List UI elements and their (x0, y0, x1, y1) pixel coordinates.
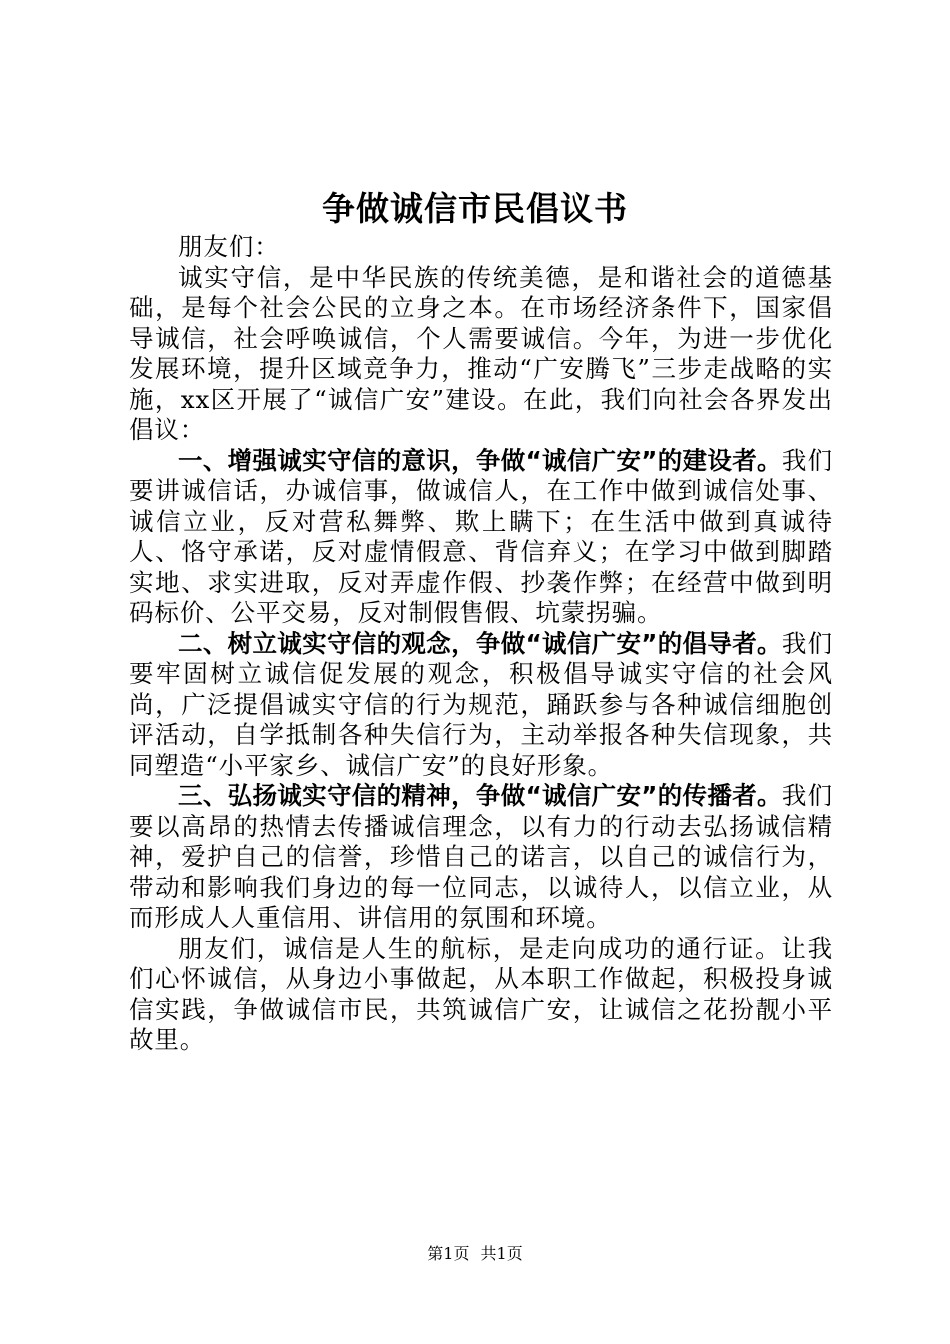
section-3-text: 我们要以高昂的热情去传播诚信理念，以有力的行动去弘扬诚信精神，爱护自己的信誉，珍惜自己的诺言，以自己的诚信行为，带动和影响我们身边的每一位同志，以诚待人，以信立业，从而形成人人重信用、讲信用的氛围和环境。 (129, 781, 833, 932)
section-3 (129, 781, 833, 934)
page-footer (0, 1244, 950, 1264)
section-2-text: 我们要牢固树立诚信促发展的观念，积极倡导诚实守信的社会风尚，广泛提倡诚实守信的行为规范，踊跃参与各种诚信细胞创评活动，自学抵制各种失信行为，主动举报各种失信现象，共同塑造“小平家乡、诚信广安”的良好形象。 (129, 628, 833, 780)
section-3-heading: 三、弘扬诚实守信的精神，争做“诚信广安”的传播者。 (178, 781, 782, 810)
document-body (129, 232, 833, 1056)
section-2-heading: 二、树立诚实守信的观念，争做“诚信广安”的倡导者。 (178, 628, 782, 658)
closing-paragraph: 朋友们，诚信是人生的航标，是走向成功的通行证。让我们心怀诚信，从身边小事做起，从本职工作做起，积极投身诚信实践，争做诚信市民，共筑诚信广安，让诚信之花扮靓小平故里。 (129, 933, 833, 1054)
section-1 (129, 446, 833, 629)
document-title: 争做诚信市民倡议书 (322, 189, 628, 228)
section-1-heading: 一、增强诚实守信的意识，争做“诚信广安”的建设者。 (178, 445, 782, 475)
salutation: 朋友们： (178, 232, 280, 261)
section-1-text: 我们要讲诚信话，办诚信事，做诚信人，在工作中做到诚信处事、诚信立业，反对营私舞弊、欺上瞒下；在生活中做到真诚待人、恪守承诺，反对虚情假意、背信弃义；在学习中做到脚踏实地、求实进取，反对弄虚作假、抄袭作弊；在经营中做到明码标价、公平交易，反对制假售假、坑蒙拐骗。 (129, 445, 833, 627)
intro-paragraph: 诚实守信，是中华民族的传统美德，是和谐社会的道德基础，是每个社会公民的立身之本。在市场经济条件下，国家倡导诚信，社会呼唤诚信，个人需要诚信。今年，为进一步优化发展环境，提升区域竞争力，推动“广安腾飞”三步走战略的实施，xx区开展了“诚信广安”建设。在此，我们向社会各界发出倡议： (129, 262, 833, 444)
page-number: 第1页 (427, 1244, 470, 1263)
page-total: 共1页 (480, 1244, 523, 1263)
section-2 (129, 629, 833, 782)
